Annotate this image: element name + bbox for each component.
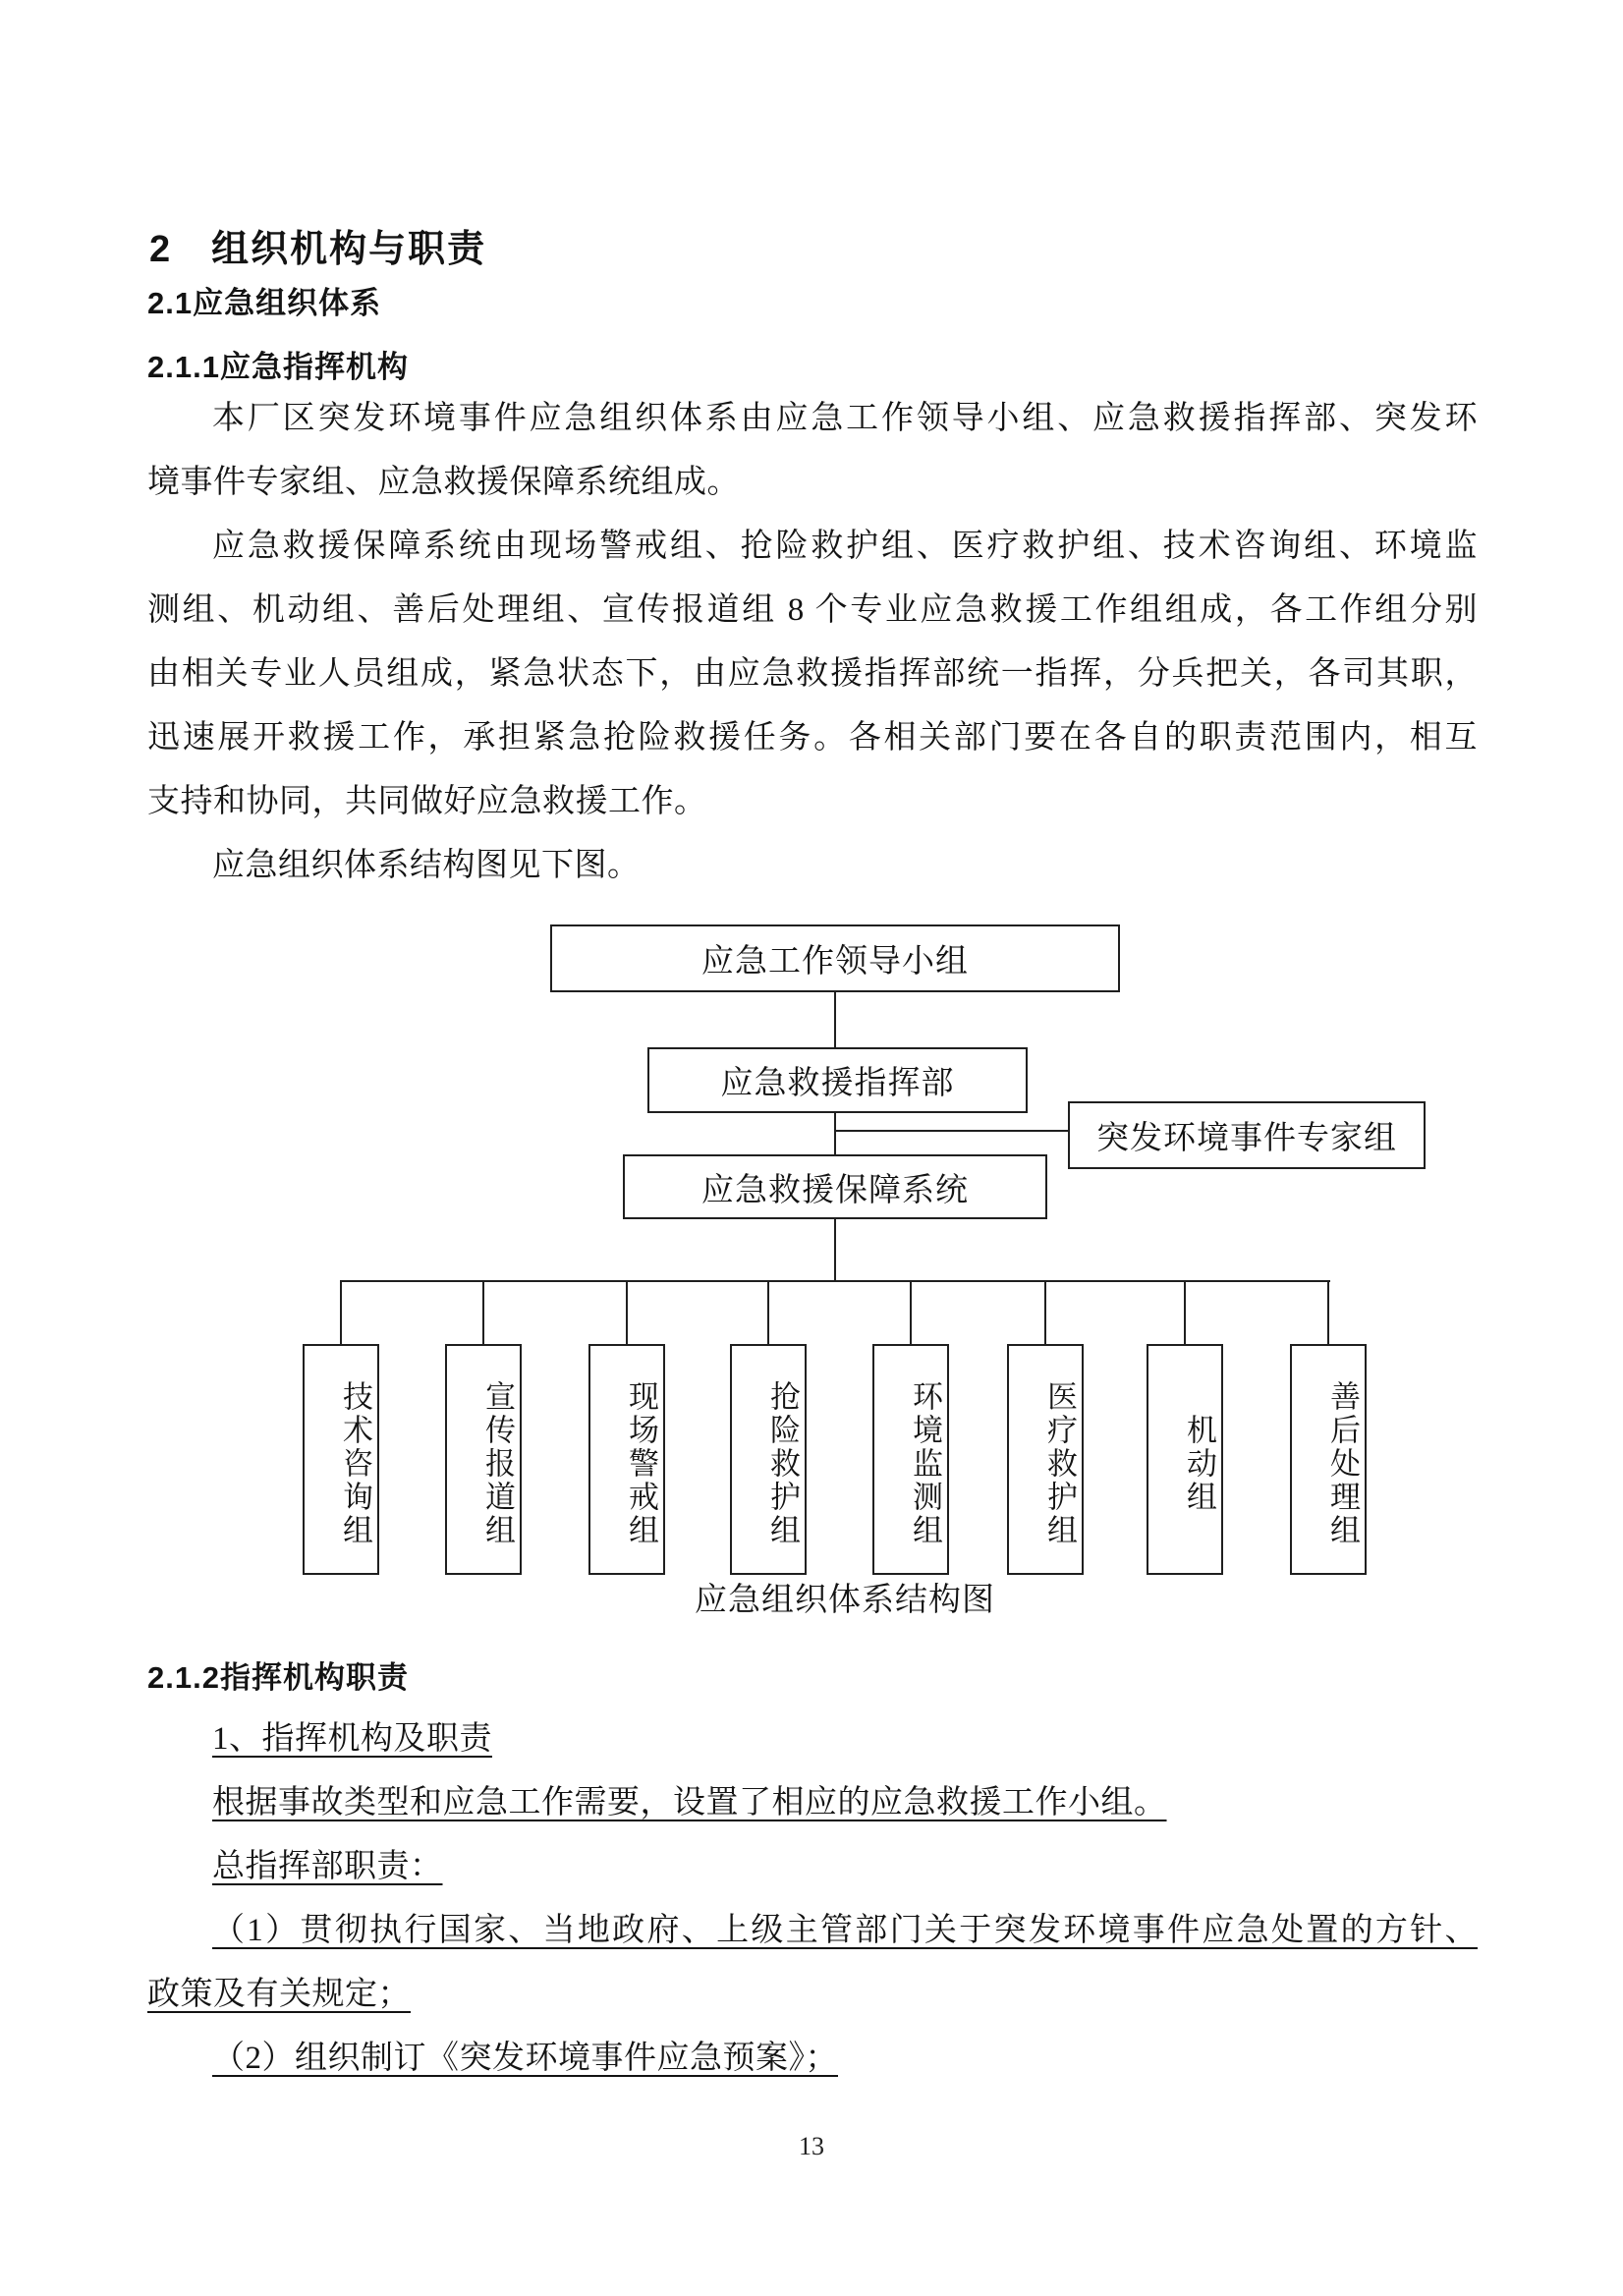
connector-vertical-3 (834, 1219, 836, 1280)
paragraph2-line3: 由相关专业人员组成，紧急状态下，由应急救援指挥部统一指挥，分兵把关，各司其职， (147, 656, 1478, 692)
org-box-aftermath-group: 善后处理组 (1290, 1344, 1367, 1575)
org-box-site-security-group: 现场警戒组 (588, 1344, 665, 1575)
section-heading-2-1-2: 2.1.2指挥机构职责 (147, 1660, 409, 1695)
section212-line3: 总指挥部职责： (212, 1849, 443, 1884)
org-box-tech-consult-group: 技术咨询组 (303, 1344, 379, 1575)
org-box-publicity-group: 宣传报道组 (445, 1344, 522, 1575)
org-box-support-system: 应急救援保障系统 (623, 1154, 1047, 1219)
section212-line6: （2）组织制订《突发环境事件应急预案》； (212, 2041, 838, 2076)
section212-line4: （1）贯彻执行国家、当地政府、上级主管部门关于突发环境事件应急处置的方针、 (212, 1913, 1478, 1948)
org-box-env-monitoring-group: 环境监测组 (872, 1344, 949, 1575)
connector-stub-2 (482, 1280, 484, 1345)
paragraph1-line1: 本厂区突发环境事件应急组织体系由应急工作领导小组、应急救援指挥部、突发环 (212, 401, 1478, 436)
org-box-medical-group: 医疗救护组 (1007, 1344, 1084, 1575)
org-box-command-center: 应急救援指挥部 (647, 1047, 1028, 1113)
diagram-caption: 应急组织体系结构图 (695, 1581, 995, 1617)
paragraph2-line1: 应急救援保障系统由现场警戒组、抢险救护组、医疗救护组、技术咨询组、环境监 (212, 529, 1478, 564)
paragraph2-line2: 测组、机动组、善后处理组、宣传报道组 8 个专业应急救援工作组组成，各工作组分别 (147, 592, 1478, 628)
section212-line1: 1、指挥机构及职责 (212, 1721, 492, 1757)
connector-stub-8 (1327, 1280, 1329, 1345)
org-box-mobile-group: 机动组 (1147, 1344, 1223, 1575)
connector-stub-4 (767, 1280, 769, 1345)
connector-stub-5 (910, 1280, 912, 1345)
paragraph3-line1: 应急组织体系结构图见下图。 (212, 848, 641, 883)
org-box-rescue-group: 抢险救护组 (730, 1344, 807, 1575)
section212-line2: 根据事故类型和应急工作需要，设置了相应的应急救援工作小组。 (212, 1785, 1167, 1820)
org-box-expert-group: 突发环境事件专家组 (1068, 1101, 1426, 1169)
connector-vertical-2 (834, 1113, 836, 1154)
connector-expert-branch (835, 1130, 1068, 1132)
org-box-leading-group: 应急工作领导小组 (550, 924, 1120, 992)
paragraph2-line5: 支持和协同，共同做好应急救援工作。 (147, 784, 707, 819)
chapter-heading: 2 组织机构与职责 (149, 229, 487, 270)
section-heading-2-1-1: 2.1.1应急指挥机构 (147, 350, 409, 384)
connector-vertical-1 (834, 992, 836, 1047)
connector-stub-3 (626, 1280, 628, 1345)
connector-distribution-line (340, 1280, 1330, 1282)
section-heading-2-1: 2.1应急组织体系 (147, 286, 382, 320)
connector-stub-7 (1184, 1280, 1186, 1345)
paragraph1-line2: 境事件专家组、应急救援保障系统组成。 (147, 465, 740, 500)
connector-stub-6 (1044, 1280, 1046, 1345)
page-number: 13 (799, 2132, 824, 2160)
connector-stub-1 (340, 1280, 342, 1345)
paragraph2-line4: 迅速展开救援工作，承担紧急抢险救援任务。各相关部门要在各自的职责范围内，相互 (147, 720, 1478, 756)
section212-line5: 政策及有关规定； (147, 1977, 411, 2012)
